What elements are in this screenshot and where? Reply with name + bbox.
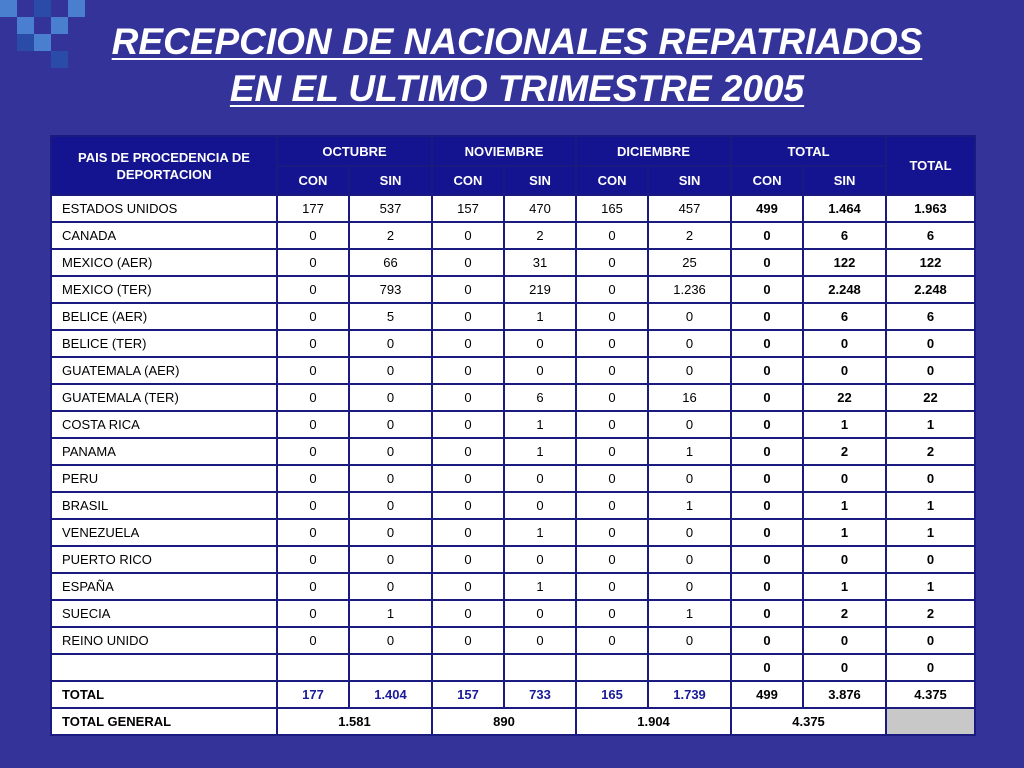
value-cell: 0 (731, 222, 803, 249)
value-cell: 0 (886, 330, 975, 357)
country-cell: PUERTO RICO (51, 546, 277, 573)
value-cell: 0 (504, 600, 576, 627)
value-cell: 0 (576, 492, 648, 519)
value-cell: 0 (731, 492, 803, 519)
country-cell: ESPAÑA (51, 573, 277, 600)
value-cell: 0 (731, 384, 803, 411)
month-header: TOTAL (731, 136, 886, 166)
country-cell: COSTA RICA (51, 411, 277, 438)
total-general-value: 1.581 (277, 708, 432, 735)
country-cell: BELICE (TER) (51, 330, 277, 357)
value-cell: 0 (349, 627, 432, 654)
country-cell: REINO UNIDO (51, 627, 277, 654)
country-cell: BRASIL (51, 492, 277, 519)
value-cell: 0 (432, 330, 504, 357)
value-cell: 0 (731, 465, 803, 492)
table-row (51, 357, 975, 384)
value-cell: 0 (432, 438, 504, 465)
value-cell: 0 (648, 330, 731, 357)
value-cell: 0 (349, 519, 432, 546)
value-cell: 1 (803, 519, 886, 546)
value-cell: 219 (504, 276, 576, 303)
value-cell: 0 (731, 519, 803, 546)
value-cell: 499 (731, 195, 803, 222)
page-title (60, 18, 974, 112)
value-cell: 0 (576, 222, 648, 249)
value-cell: 1 (886, 492, 975, 519)
value-cell: 31 (504, 249, 576, 276)
value-cell: 5 (349, 303, 432, 330)
value-cell: 177 (277, 195, 349, 222)
value-cell: 0 (731, 546, 803, 573)
value-cell: 1 (648, 492, 731, 519)
empty-cell (886, 708, 975, 735)
value-cell: 470 (504, 195, 576, 222)
total-label: TOTAL (51, 681, 277, 708)
value-cell: 0 (731, 357, 803, 384)
value-cell: 0 (504, 357, 576, 384)
value-cell: 0 (277, 465, 349, 492)
value-cell: 457 (648, 195, 731, 222)
total-value: 499 (731, 681, 803, 708)
country-cell: PANAMA (51, 438, 277, 465)
country-cell (51, 654, 277, 681)
value-cell: 0 (432, 519, 504, 546)
table-row (51, 276, 975, 303)
value-cell: 1 (886, 573, 975, 600)
value-cell: 2 (886, 600, 975, 627)
country-cell: GUATEMALA (AER) (51, 357, 277, 384)
table-row (51, 465, 975, 492)
value-cell: 0 (432, 465, 504, 492)
value-cell: 0 (277, 303, 349, 330)
country-header: PAIS DE PROCEDENCIA DE DEPORTACION (51, 136, 277, 195)
value-cell: 1 (886, 411, 975, 438)
value-cell: 0 (576, 276, 648, 303)
value-cell: 0 (576, 627, 648, 654)
value-cell: 0 (432, 573, 504, 600)
value-cell: 6 (803, 222, 886, 249)
value-cell: 0 (349, 465, 432, 492)
table-row (51, 573, 975, 600)
value-cell (576, 654, 648, 681)
value-cell: 0 (432, 276, 504, 303)
value-cell: 25 (648, 249, 731, 276)
title-line-1: RECEPCION DE NACIONALES REPATRIADOS (111, 21, 923, 62)
sub-header: SIN (648, 166, 731, 195)
total-value: 177 (277, 681, 349, 708)
value-cell: 0 (648, 519, 731, 546)
value-cell: 1 (648, 600, 731, 627)
value-cell: 0 (277, 357, 349, 384)
value-cell: 0 (803, 357, 886, 384)
total-row (51, 681, 975, 708)
value-cell: 22 (803, 384, 886, 411)
value-cell: 0 (576, 303, 648, 330)
sub-header: SIN (349, 166, 432, 195)
value-cell: 2 (803, 600, 886, 627)
country-cell: VENEZUELA (51, 519, 277, 546)
value-cell: 0 (576, 438, 648, 465)
value-cell (349, 654, 432, 681)
value-cell: 0 (576, 411, 648, 438)
country-cell: PERU (51, 465, 277, 492)
total-value: 3.876 (803, 681, 886, 708)
value-cell: 1.464 (803, 195, 886, 222)
value-cell: 537 (349, 195, 432, 222)
sub-header: CON (576, 166, 648, 195)
value-cell: 0 (504, 546, 576, 573)
value-cell: 0 (648, 627, 731, 654)
value-cell: 1 (803, 492, 886, 519)
value-cell: 0 (803, 546, 886, 573)
value-cell: 0 (349, 573, 432, 600)
value-cell: 0 (504, 492, 576, 519)
value-cell: 0 (432, 357, 504, 384)
value-cell: 0 (576, 573, 648, 600)
value-cell: 2.248 (886, 276, 975, 303)
value-cell: 0 (349, 330, 432, 357)
value-cell: 0 (349, 546, 432, 573)
value-cell: 0 (277, 627, 349, 654)
value-cell: 0 (648, 303, 731, 330)
value-cell: 0 (432, 384, 504, 411)
value-cell: 1 (504, 303, 576, 330)
value-cell: 0 (731, 303, 803, 330)
total-general-row (51, 708, 975, 735)
value-cell: 1 (803, 573, 886, 600)
value-cell: 0 (277, 438, 349, 465)
sub-header: CON (277, 166, 349, 195)
table-row (51, 303, 975, 330)
total-general-value: 4.375 (731, 708, 886, 735)
value-cell: 2 (886, 438, 975, 465)
table-row (51, 330, 975, 357)
total-general-value: 1.904 (576, 708, 731, 735)
total-value: 157 (432, 681, 504, 708)
country-cell: GUATEMALA (TER) (51, 384, 277, 411)
total-value: 165 (576, 681, 648, 708)
sub-header: SIN (803, 166, 886, 195)
value-cell: 2.248 (803, 276, 886, 303)
value-cell: 0 (648, 573, 731, 600)
value-cell: 0 (731, 330, 803, 357)
value-cell: 0 (432, 222, 504, 249)
month-header: DICIEMBRE (576, 136, 731, 166)
title-line-2: EN EL ULTIMO TRIMESTRE 2005 (229, 68, 805, 109)
value-cell: 0 (576, 330, 648, 357)
value-cell: 0 (886, 627, 975, 654)
total-value: 733 (504, 681, 576, 708)
value-cell: 0 (886, 465, 975, 492)
table-row (51, 249, 975, 276)
value-cell: 1 (504, 573, 576, 600)
table-row (51, 492, 975, 519)
value-cell: 0 (349, 357, 432, 384)
table-row (51, 195, 975, 222)
value-cell: 0 (432, 411, 504, 438)
value-cell: 0 (349, 492, 432, 519)
value-cell: 1 (504, 411, 576, 438)
value-cell: 0 (648, 411, 731, 438)
value-cell: 0 (731, 573, 803, 600)
value-cell: 1 (504, 438, 576, 465)
month-header: NOVIEMBRE (432, 136, 576, 166)
value-cell: 0 (432, 546, 504, 573)
country-cell: SUECIA (51, 600, 277, 627)
table-row (51, 384, 975, 411)
total-general-label: TOTAL GENERAL (51, 708, 277, 735)
value-cell (277, 654, 349, 681)
country-cell: MEXICO (AER) (51, 249, 277, 276)
value-cell: 16 (648, 384, 731, 411)
value-cell: 22 (886, 384, 975, 411)
value-cell: 1.236 (648, 276, 731, 303)
value-cell: 2 (803, 438, 886, 465)
month-header: OCTUBRE (277, 136, 432, 166)
value-cell: 1 (504, 519, 576, 546)
value-cell: 2 (504, 222, 576, 249)
value-cell: 6 (886, 222, 975, 249)
value-cell: 1 (349, 600, 432, 627)
value-cell: 0 (349, 384, 432, 411)
value-cell: 0 (432, 303, 504, 330)
value-cell: 0 (576, 546, 648, 573)
repatriation-table (50, 135, 974, 736)
total-value: 4.375 (886, 681, 975, 708)
value-cell: 0 (648, 546, 731, 573)
table-row (51, 546, 975, 573)
value-cell: 6 (504, 384, 576, 411)
table-row (51, 519, 975, 546)
value-cell: 1 (886, 519, 975, 546)
value-cell: 0 (731, 438, 803, 465)
value-cell: 0 (277, 330, 349, 357)
value-cell: 0 (349, 411, 432, 438)
total-general-value: 890 (432, 708, 576, 735)
value-cell: 0 (731, 600, 803, 627)
value-cell: 66 (349, 249, 432, 276)
table-row (51, 654, 975, 681)
value-cell: 0 (731, 276, 803, 303)
total-value: 1.739 (648, 681, 731, 708)
value-cell: 0 (576, 519, 648, 546)
value-cell: 0 (886, 546, 975, 573)
value-cell: 0 (504, 330, 576, 357)
table-row (51, 600, 975, 627)
total-value: 1.404 (349, 681, 432, 708)
value-cell: 793 (349, 276, 432, 303)
value-cell: 0 (277, 384, 349, 411)
value-cell: 0 (803, 654, 886, 681)
value-cell: 0 (803, 330, 886, 357)
value-cell: 0 (886, 654, 975, 681)
value-cell: 157 (432, 195, 504, 222)
sub-header: CON (731, 166, 803, 195)
value-cell (504, 654, 576, 681)
value-cell: 6 (886, 303, 975, 330)
value-cell: 0 (731, 249, 803, 276)
country-cell: BELICE (AER) (51, 303, 277, 330)
value-cell: 2 (648, 222, 731, 249)
table-row (51, 627, 975, 654)
value-cell: 2 (349, 222, 432, 249)
value-cell: 0 (432, 600, 504, 627)
value-cell: 122 (803, 249, 886, 276)
value-cell: 0 (576, 384, 648, 411)
value-cell: 0 (277, 276, 349, 303)
value-cell: 0 (277, 222, 349, 249)
value-cell: 0 (277, 519, 349, 546)
value-cell: 0 (504, 627, 576, 654)
value-cell: 1.963 (886, 195, 975, 222)
value-cell: 122 (886, 249, 975, 276)
value-cell: 0 (803, 627, 886, 654)
value-cell: 0 (731, 654, 803, 681)
value-cell: 1 (803, 411, 886, 438)
value-cell: 0 (432, 492, 504, 519)
country-cell: ESTADOS UNIDOS (51, 195, 277, 222)
value-cell: 1 (648, 438, 731, 465)
table-row (51, 411, 975, 438)
total-header: TOTAL (886, 136, 975, 195)
value-cell: 0 (277, 249, 349, 276)
sub-header: SIN (504, 166, 576, 195)
value-cell: 0 (803, 465, 886, 492)
value-cell (432, 654, 504, 681)
table-row (51, 222, 975, 249)
value-cell: 165 (576, 195, 648, 222)
value-cell: 0 (277, 492, 349, 519)
value-cell: 6 (803, 303, 886, 330)
value-cell: 0 (576, 465, 648, 492)
value-cell: 0 (648, 465, 731, 492)
value-cell: 0 (277, 411, 349, 438)
value-cell: 0 (277, 573, 349, 600)
value-cell: 0 (576, 357, 648, 384)
table-row (51, 438, 975, 465)
value-cell: 0 (349, 438, 432, 465)
value-cell: 0 (648, 357, 731, 384)
value-cell: 0 (504, 465, 576, 492)
value-cell: 0 (432, 249, 504, 276)
country-cell: CANADA (51, 222, 277, 249)
value-cell: 0 (731, 627, 803, 654)
value-cell: 0 (731, 411, 803, 438)
value-cell: 0 (576, 600, 648, 627)
value-cell: 0 (432, 627, 504, 654)
sub-header: CON (432, 166, 504, 195)
value-cell: 0 (277, 546, 349, 573)
country-cell: MEXICO (TER) (51, 276, 277, 303)
value-cell: 0 (886, 357, 975, 384)
value-cell: 0 (576, 249, 648, 276)
value-cell: 0 (277, 600, 349, 627)
value-cell (648, 654, 731, 681)
